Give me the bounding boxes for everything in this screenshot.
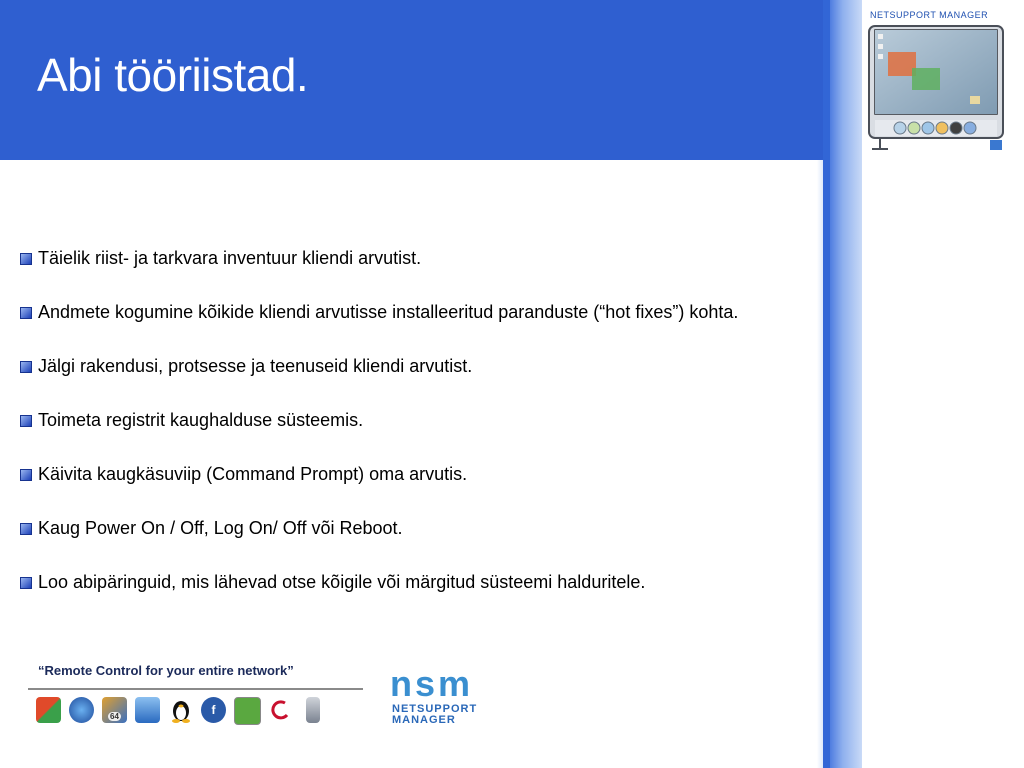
bullet-square-icon <box>20 361 32 373</box>
netsupport-banner <box>28 663 508 733</box>
bullet-item <box>20 245 780 272</box>
linux-icon <box>168 697 193 723</box>
bullet-square-icon <box>20 577 32 589</box>
bullet-item <box>20 353 780 380</box>
monitor-illustration-icon <box>866 24 1006 154</box>
bullet-text: Jälgi rakendusi, protsesse ja teenuseid kliendi arvutist. <box>38 356 473 376</box>
bullet-item <box>20 515 780 542</box>
bullet-item <box>20 407 780 434</box>
slide-header <box>0 0 860 160</box>
side-stripe-dark <box>823 0 830 768</box>
bullet-item <box>20 461 780 488</box>
banner-tagline: “Remote Control for your entire network” <box>38 663 294 678</box>
nsm-logo-line2: MANAGER <box>392 714 456 726</box>
suse-icon <box>234 697 261 725</box>
pocketpc-icon <box>306 697 320 723</box>
bullet-square-icon <box>20 253 32 265</box>
debian-icon <box>269 697 294 723</box>
slide-title: Abi tööriistad. <box>37 49 309 101</box>
side-stripe-light <box>830 0 862 768</box>
bullet-list <box>20 245 780 623</box>
os-icon-row <box>36 697 320 725</box>
bullet-text: Andmete kogumine kõikide kliendi arvutisse installeeritud paranduste (“hot fixes”) kohta. <box>38 302 739 322</box>
windows-64-icon <box>102 697 127 723</box>
nsm-logo-mark: nsm <box>390 663 474 704</box>
bullet-text: Kaug Power On / Off, Log On/ Off või Reboot. <box>38 518 403 538</box>
nsm-logo <box>390 663 510 726</box>
mac-icon <box>135 697 160 723</box>
windows-vista-icon <box>69 697 94 723</box>
windows-64-label: 64 <box>110 711 119 721</box>
netsupport-top-logo: NETSUPPORT MANAGER <box>870 10 989 20</box>
bullet-item <box>20 569 780 596</box>
bullet-square-icon <box>20 469 32 481</box>
bullet-item <box>20 299 780 326</box>
bullet-text: Loo abipäringuid, mis lähevad otse kõigile või märgitud süsteemi halduritele. <box>38 572 646 592</box>
bullet-text: Toimeta registrit kaughalduse süsteemis. <box>38 410 364 430</box>
fedora-icon: f <box>201 697 226 723</box>
bullet-text: Täielik riist- ja tarkvara inventuur kliendi arvutist. <box>38 248 422 268</box>
banner-divider <box>28 688 363 690</box>
bullet-square-icon <box>20 523 32 535</box>
bullet-square-icon <box>20 307 32 319</box>
windows-xp-icon <box>36 697 61 723</box>
bullet-text: Käivita kaugkäsuviip (Command Prompt) oma arvutis. <box>38 464 468 484</box>
bullet-square-icon <box>20 415 32 427</box>
nsm-logo-line1: NETSUPPORT <box>392 703 478 715</box>
